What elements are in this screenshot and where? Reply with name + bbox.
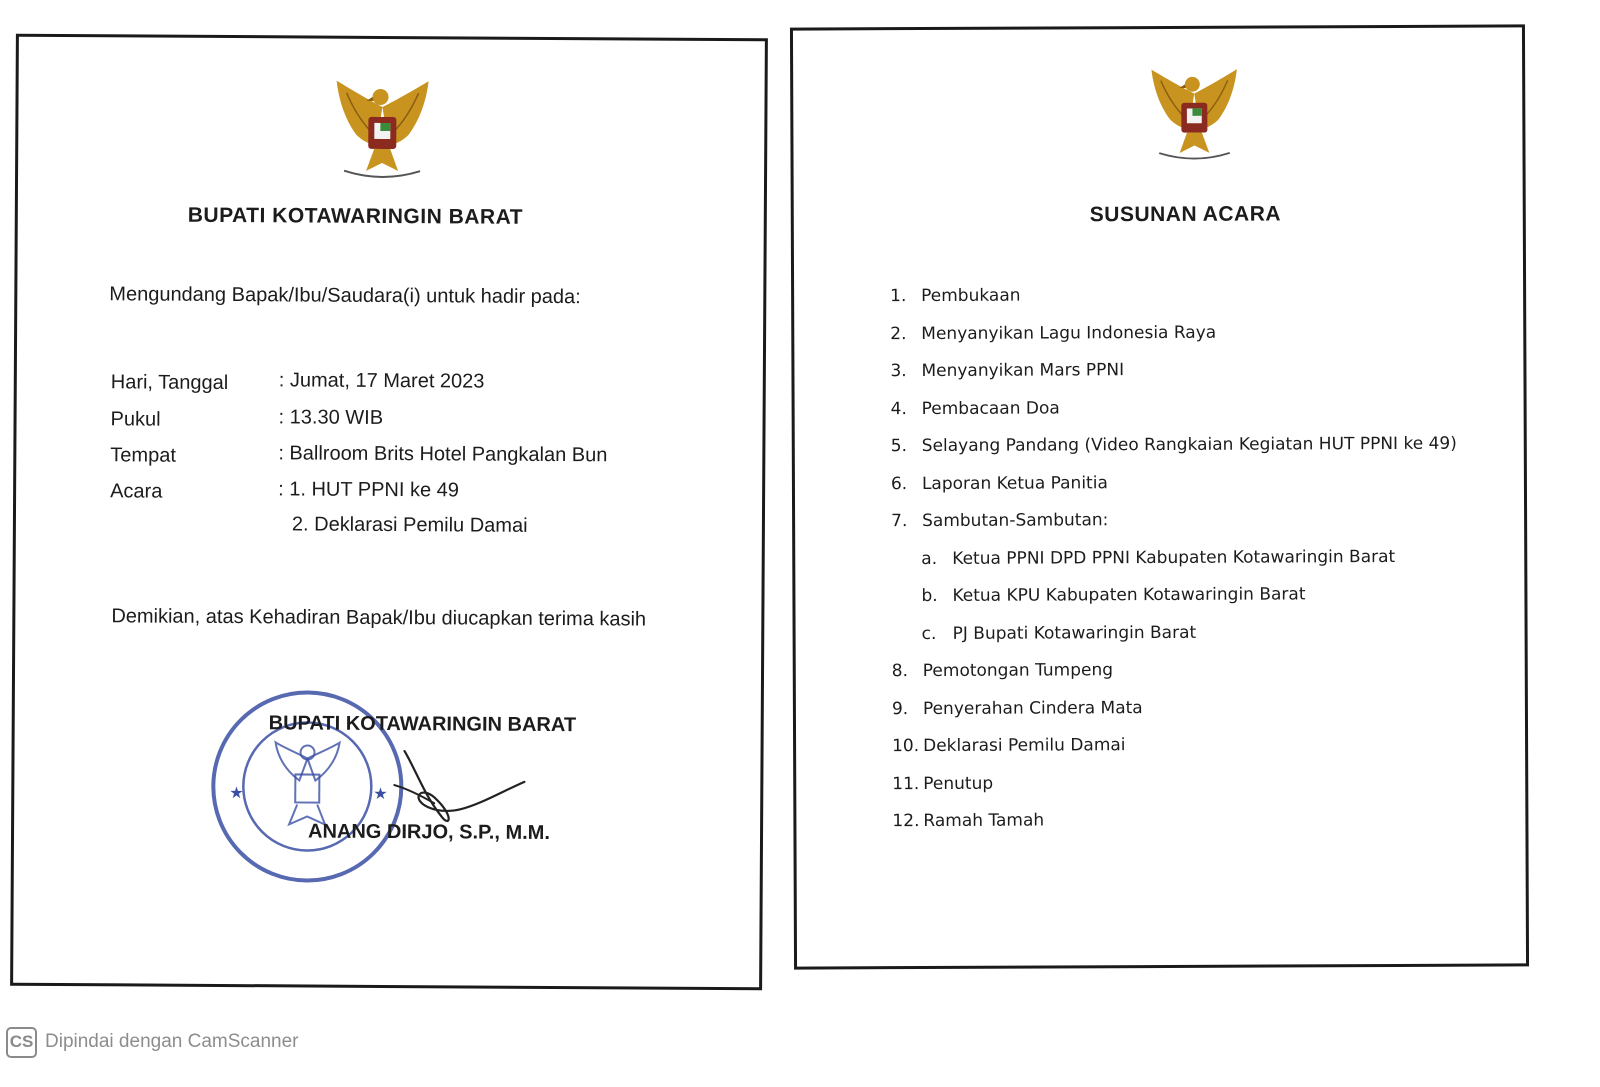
agenda-item-text: Pemotongan Tumpeng (922, 660, 1114, 682)
agenda-item (891, 426, 1457, 466)
signatory-name: ANANG DIRJO, S.P., M.M. (307, 820, 550, 844)
agenda-item-number: 2. (890, 323, 907, 344)
detail-value-place: : Ballroom Brits Hotel Pangkalan Bun (278, 442, 608, 467)
agenda-item-number: 10. (892, 736, 920, 757)
agenda-item-text: Pembacaan Doa (921, 397, 1060, 419)
agenda-item (892, 801, 1458, 841)
agenda-item-number: 3. (890, 361, 907, 382)
detail-label-event: Acara (110, 480, 163, 503)
agenda-item-number: 8. (891, 661, 909, 682)
agenda-item (892, 688, 1458, 728)
svg-text:★: ★ (229, 785, 244, 803)
agenda-item (890, 276, 1456, 316)
agenda-item-number: 1. (890, 286, 907, 307)
agenda-item (892, 651, 1458, 691)
agenda-item (892, 726, 1458, 766)
agenda-item-number: 4. (890, 398, 907, 419)
scanner-watermark (6, 1025, 299, 1059)
agenda-item-text: Laporan Ketua Panitia (921, 472, 1108, 494)
agenda-item-text: Deklarasi Pemilu Damai (923, 735, 1126, 757)
agenda-item (891, 501, 1457, 541)
agenda-subitem (892, 613, 1458, 653)
garuda-emblem-icon (1142, 67, 1246, 165)
agenda-title: SUSUNAN ACARA (1089, 202, 1282, 227)
detail-value-event: : 1. HUT PPNI ke 49 (278, 478, 460, 502)
agenda-item-text: Menyanyikan Mars PPNI (921, 360, 1125, 382)
detail-label-place: Tempat (110, 444, 177, 467)
agenda-item-number: 9. (891, 698, 909, 719)
agenda-subitem-text: PJ Bupati Kotawaringin Barat (952, 622, 1197, 644)
detail-label-time: Pukul (110, 408, 161, 431)
invitation-title: BUPATI KOTAWARINGIN BARAT (187, 203, 524, 229)
agenda-item (891, 388, 1457, 428)
agenda-item-number: 6. (890, 473, 908, 494)
detail-value-date: : Jumat, 17 Maret 2023 (278, 369, 485, 393)
agenda-item-number: 5. (890, 436, 908, 457)
agenda-list (890, 276, 1458, 841)
agenda-item-text: Pembukaan (921, 285, 1021, 307)
agenda-item-number: 7. (891, 511, 908, 532)
signatory-title: BUPATI KOTAWARINGIN BARAT (268, 712, 577, 737)
agenda-item (890, 351, 1456, 391)
agenda-subitem (891, 538, 1457, 578)
agenda-item-text: Ramah Tamah (923, 810, 1045, 832)
agenda-subitem-letter: b. (921, 585, 938, 607)
agenda-subitem (891, 576, 1457, 616)
detail-value-event-2: 2. Deklarasi Pemilu Damai (291, 513, 528, 537)
invitation-closing: Demikian, atas Kehadiran Bapak/Ibu diucapkan terima kasih (111, 605, 647, 631)
invitation-page (10, 34, 768, 991)
agenda-item-number: 12. (892, 811, 920, 832)
agenda-page (790, 24, 1529, 969)
agenda-item-text: Selayang Pandang (Video Rangkaian Kegiatan HUT PPNI ke 49) (921, 433, 1457, 457)
agenda-subitem-text: Ketua KPU Kabupaten Kotawaringin Barat (952, 584, 1306, 606)
agenda-item (891, 463, 1457, 503)
agenda-item-number: 11. (892, 773, 920, 794)
invitation-intro: Mengundang Bapak/Ibu/Saudara(i) untuk hadir pada: (109, 283, 581, 309)
agenda-item (892, 763, 1458, 803)
agenda-subitem-letter: c. (921, 623, 937, 644)
agenda-item-text: Menyanyikan Lagu Indonesia Raya (921, 322, 1217, 344)
agenda-subitem-letter: a. (921, 548, 938, 569)
detail-value-time: : 13.30 WIB (278, 406, 384, 429)
agenda-subitem-text: Ketua PPNI DPD PPNI Kabupaten Kotawaringin Barat (952, 546, 1396, 569)
agenda-item-text: Sambutan-Sambutan: (922, 510, 1109, 532)
agenda-item-text: Penyerahan Cindera Mata (922, 697, 1143, 719)
svg-text:★: ★ (373, 785, 388, 803)
scanner-watermark-text: Dipindai dengan CamScanner (45, 1031, 299, 1052)
detail-label-date: Hari, Tanggal (110, 371, 229, 395)
agenda-item-text: Penutup (923, 773, 994, 794)
agenda-item (890, 313, 1456, 353)
garuda-emblem-icon (326, 79, 439, 184)
camscanner-logo-icon: CS (6, 1027, 37, 1058)
